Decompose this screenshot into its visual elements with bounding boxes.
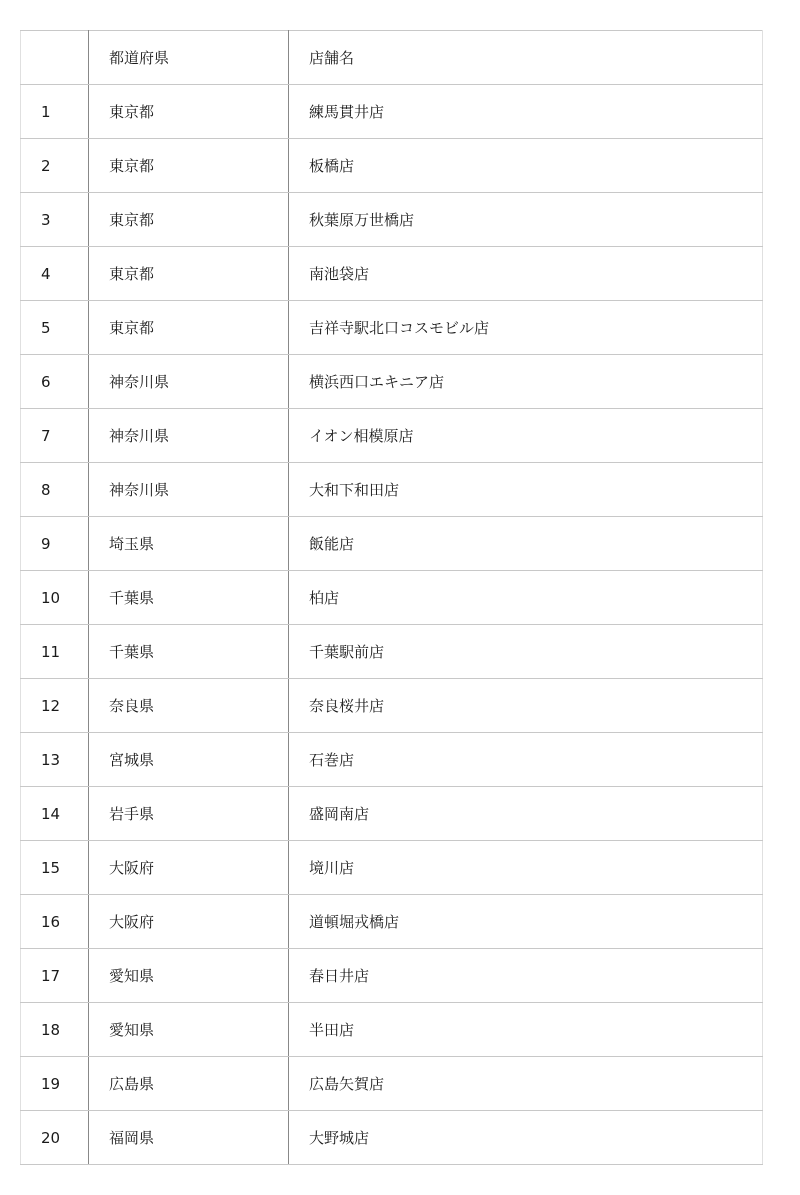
table-row: [21, 139, 763, 193]
row-number: 15: [21, 841, 89, 895]
row-prefecture: 大阪府: [89, 841, 289, 895]
row-number: 14: [21, 787, 89, 841]
table-row: [21, 895, 763, 949]
row-store-name: 大野城店: [289, 1111, 763, 1165]
row-number: 4: [21, 247, 89, 301]
row-prefecture: 東京都: [89, 193, 289, 247]
table-row: [21, 787, 763, 841]
table-row: [21, 841, 763, 895]
row-number: 8: [21, 463, 89, 517]
row-store-name: 盛岡南店: [289, 787, 763, 841]
row-store-name: 練馬貫井店: [289, 85, 763, 139]
table-row: [21, 85, 763, 139]
row-store-name: 吉祥寺駅北口コスモビル店: [289, 301, 763, 355]
row-number: 9: [21, 517, 89, 571]
row-store-name: 飯能店: [289, 517, 763, 571]
row-store-name: イオン相模原店: [289, 409, 763, 463]
row-store-name: 千葉駅前店: [289, 625, 763, 679]
row-prefecture: 埼玉県: [89, 517, 289, 571]
row-prefecture: 福岡県: [89, 1111, 289, 1165]
table-row: [21, 1057, 763, 1111]
table-row: [21, 625, 763, 679]
row-store-name: 春日井店: [289, 949, 763, 1003]
row-number: 13: [21, 733, 89, 787]
row-number: 10: [21, 571, 89, 625]
row-store-name: 柏店: [289, 571, 763, 625]
row-store-name: 半田店: [289, 1003, 763, 1057]
row-store-name: 道頓堀戎橋店: [289, 895, 763, 949]
row-prefecture: 大阪府: [89, 895, 289, 949]
row-number: 17: [21, 949, 89, 1003]
row-store-name: 奈良桜井店: [289, 679, 763, 733]
row-prefecture: 奈良県: [89, 679, 289, 733]
row-number: 19: [21, 1057, 89, 1111]
row-store-name: 境川店: [289, 841, 763, 895]
row-number: 6: [21, 355, 89, 409]
row-store-name: 南池袋店: [289, 247, 763, 301]
row-prefecture: 東京都: [89, 247, 289, 301]
row-prefecture: 神奈川県: [89, 409, 289, 463]
row-store-name: 板橋店: [289, 139, 763, 193]
table-row: [21, 1111, 763, 1165]
row-prefecture: 神奈川県: [89, 463, 289, 517]
table-row: [21, 463, 763, 517]
row-number: 18: [21, 1003, 89, 1057]
row-prefecture: 東京都: [89, 301, 289, 355]
row-prefecture: 広島県: [89, 1057, 289, 1111]
row-prefecture: 愛知県: [89, 1003, 289, 1057]
row-number: 3: [21, 193, 89, 247]
row-number: 1: [21, 85, 89, 139]
row-prefecture: 東京都: [89, 139, 289, 193]
table-row: [21, 247, 763, 301]
table-header-row: [21, 31, 763, 85]
row-number: 11: [21, 625, 89, 679]
table-row: [21, 949, 763, 1003]
header-store-name: 店舗名: [289, 31, 763, 85]
row-number: 2: [21, 139, 89, 193]
header-number: [21, 31, 89, 85]
row-number: 16: [21, 895, 89, 949]
row-number: 5: [21, 301, 89, 355]
table-row: [21, 193, 763, 247]
row-prefecture: 愛知県: [89, 949, 289, 1003]
row-prefecture: 千葉県: [89, 571, 289, 625]
table-body: [21, 85, 763, 1165]
row-prefecture: 神奈川県: [89, 355, 289, 409]
table-row: [21, 517, 763, 571]
row-store-name: 横浜西口エキニア店: [289, 355, 763, 409]
row-prefecture: 宮城県: [89, 733, 289, 787]
row-number: 7: [21, 409, 89, 463]
row-number: 12: [21, 679, 89, 733]
header-prefecture: 都道府県: [89, 31, 289, 85]
table-row: [21, 571, 763, 625]
row-store-name: 広島矢賀店: [289, 1057, 763, 1111]
row-store-name: 石巻店: [289, 733, 763, 787]
row-prefecture: 千葉県: [89, 625, 289, 679]
row-prefecture: 岩手県: [89, 787, 289, 841]
row-prefecture: 東京都: [89, 85, 289, 139]
table-row: [21, 733, 763, 787]
table-row: [21, 679, 763, 733]
table-row: [21, 409, 763, 463]
table-row: [21, 355, 763, 409]
store-list-table: [20, 30, 763, 1165]
table-row: [21, 301, 763, 355]
table-row: [21, 1003, 763, 1057]
row-store-name: 秋葉原万世橋店: [289, 193, 763, 247]
row-number: 20: [21, 1111, 89, 1165]
row-store-name: 大和下和田店: [289, 463, 763, 517]
